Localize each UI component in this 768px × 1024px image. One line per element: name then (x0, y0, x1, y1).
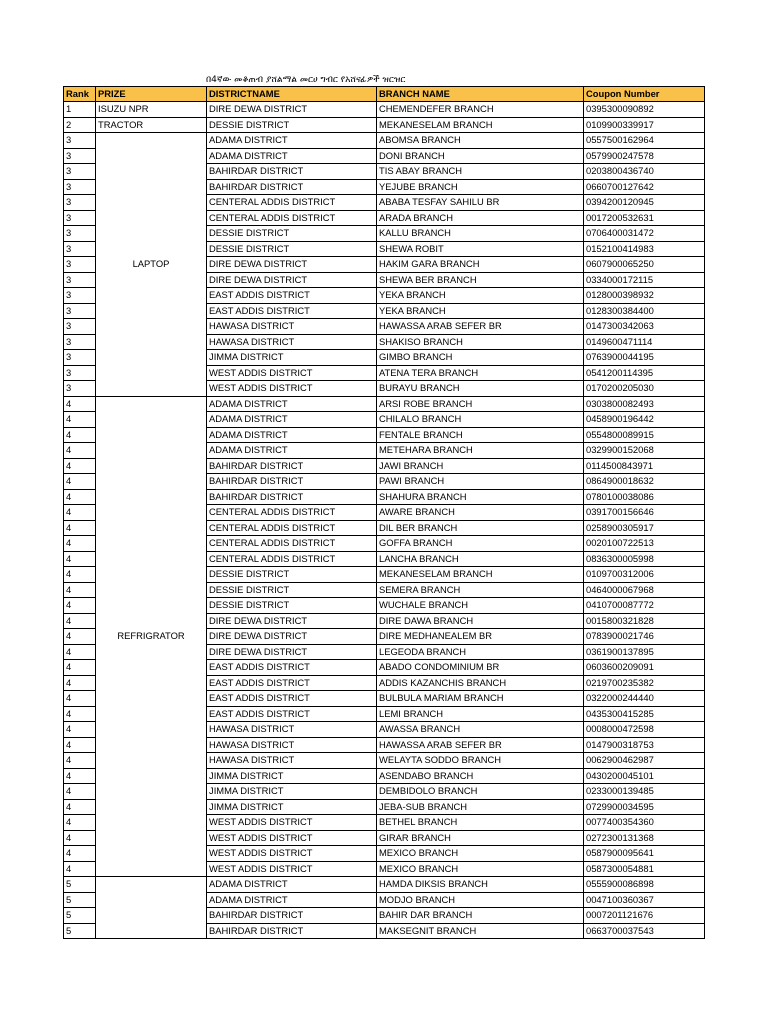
coupon-cell: 0329900152068 (584, 443, 705, 459)
district-cell: DESSIE DISTRICT (207, 598, 377, 614)
district-cell: JIMMA DISTRICT (207, 768, 377, 784)
district-cell: CENTERAL ADDIS DISTRICT (207, 551, 377, 567)
coupon-cell: 0780100038086 (584, 489, 705, 505)
district-cell: DIRE DEWA DISTRICT (207, 629, 377, 645)
coupon-cell: 0170200205030 (584, 381, 705, 397)
branch-cell: SHAKISO BRANCH (377, 334, 584, 350)
rank-cell: 3 (64, 195, 96, 211)
rank-cell: 4 (64, 660, 96, 676)
branch-cell: SHEWA ROBIT (377, 241, 584, 257)
coupon-cell: 0836300005998 (584, 551, 705, 567)
district-cell: BAHIRDAR DISTRICT (207, 179, 377, 195)
district-cell: WEST ADDIS DISTRICT (207, 861, 377, 877)
district-cell: DIRE DEWA DISTRICT (207, 272, 377, 288)
rank-cell: 5 (64, 923, 96, 939)
rank-cell: 3 (64, 257, 96, 273)
coupon-cell: 0587900095641 (584, 846, 705, 862)
rank-cell: 4 (64, 722, 96, 738)
district-cell: DESSIE DISTRICT (207, 117, 377, 133)
branch-cell: BULBULA MARIAM BRANCH (377, 691, 584, 707)
rank-cell: 4 (64, 753, 96, 769)
branch-cell: MAKSEGNIT BRANCH (377, 923, 584, 939)
district-cell: ADAMA DISTRICT (207, 412, 377, 428)
rank-cell: 4 (64, 691, 96, 707)
branch-cell: BETHEL BRANCH (377, 815, 584, 831)
rank-cell: 3 (64, 303, 96, 319)
branch-cell: ABADO CONDOMINIUM BR (377, 660, 584, 676)
column-header-branch: BRANCH NAME (377, 87, 584, 102)
rank-cell: 3 (64, 334, 96, 350)
rank-cell: 4 (64, 582, 96, 598)
branch-cell: MEXICO BRANCH (377, 861, 584, 877)
column-header-prize: PRIZE (96, 87, 207, 102)
table-row (64, 396, 705, 412)
district-cell: WEST ADDIS DISTRICT (207, 815, 377, 831)
branch-cell: MEKANESELAM BRANCH (377, 117, 584, 133)
rank-cell: 4 (64, 505, 96, 521)
rank-cell: 4 (64, 644, 96, 660)
coupon-cell: 0152100414983 (584, 241, 705, 257)
coupon-cell: 0149600471114 (584, 334, 705, 350)
column-header-district: DISTRICTNAME (207, 87, 377, 102)
coupon-cell: 0706400031472 (584, 226, 705, 242)
coupon-cell: 0322000244440 (584, 691, 705, 707)
district-cell: HAWASA DISTRICT (207, 753, 377, 769)
district-cell: ADAMA DISTRICT (207, 892, 377, 908)
rank-cell: 3 (64, 241, 96, 257)
district-cell: BAHIRDAR DISTRICT (207, 164, 377, 180)
district-cell: CENTERAL ADDIS DISTRICT (207, 195, 377, 211)
branch-cell: HAWASSA ARAB SEFER BR (377, 319, 584, 335)
coupon-cell: 0047100360367 (584, 892, 705, 908)
column-header-rank: Rank (64, 87, 96, 102)
branch-cell: PAWI BRANCH (377, 474, 584, 490)
rank-cell: 4 (64, 830, 96, 846)
branch-cell: CHILALO BRANCH (377, 412, 584, 428)
coupon-cell: 0109700312006 (584, 567, 705, 583)
rank-cell: 4 (64, 427, 96, 443)
coupon-cell: 0015800321828 (584, 613, 705, 629)
table-body (64, 102, 705, 939)
district-cell: WEST ADDIS DISTRICT (207, 381, 377, 397)
coupon-cell: 0391700156646 (584, 505, 705, 521)
branch-cell: ADDIS KAZANCHIS BRANCH (377, 675, 584, 691)
district-cell: HAWASA DISTRICT (207, 334, 377, 350)
branch-cell: HAMDA DIKSIS BRANCH (377, 877, 584, 893)
coupon-cell: 0554800089915 (584, 427, 705, 443)
coupon-cell: 0272300131368 (584, 830, 705, 846)
district-cell: JIMMA DISTRICT (207, 799, 377, 815)
branch-cell: ARADA BRANCH (377, 210, 584, 226)
coupon-cell: 0430200045101 (584, 768, 705, 784)
branch-cell: DIRE MEDHANEALEM BR (377, 629, 584, 645)
rank-cell: 5 (64, 892, 96, 908)
winners-table (63, 86, 705, 939)
district-cell: CENTERAL ADDIS DISTRICT (207, 210, 377, 226)
branch-cell: MEKANESELAM BRANCH (377, 567, 584, 583)
table-row (64, 133, 705, 149)
prize-cell: REFRIGRATOR (96, 396, 207, 877)
branch-cell: SHEWA BER BRANCH (377, 272, 584, 288)
rank-cell: 5 (64, 877, 96, 893)
rank-cell: 4 (64, 737, 96, 753)
district-cell: CENTERAL ADDIS DISTRICT (207, 505, 377, 521)
coupon-cell: 0258900305917 (584, 520, 705, 536)
branch-cell: GOFFA BRANCH (377, 536, 584, 552)
coupon-cell: 0579900247578 (584, 148, 705, 164)
rank-cell: 4 (64, 768, 96, 784)
coupon-cell: 0541200114395 (584, 365, 705, 381)
district-cell: HAWASA DISTRICT (207, 722, 377, 738)
rank-cell: 4 (64, 861, 96, 877)
district-cell: DIRE DEWA DISTRICT (207, 644, 377, 660)
branch-cell: METEHARA BRANCH (377, 443, 584, 459)
district-cell: BAHIRDAR DISTRICT (207, 474, 377, 490)
branch-cell: YEJUBE BRANCH (377, 179, 584, 195)
coupon-cell: 0410700087772 (584, 598, 705, 614)
district-cell: ADAMA DISTRICT (207, 396, 377, 412)
coupon-cell: 0334000172115 (584, 272, 705, 288)
district-cell: CENTERAL ADDIS DISTRICT (207, 520, 377, 536)
district-cell: WEST ADDIS DISTRICT (207, 846, 377, 862)
branch-cell: JAWI BRANCH (377, 458, 584, 474)
rank-cell: 4 (64, 784, 96, 800)
district-cell: ADAMA DISTRICT (207, 148, 377, 164)
branch-cell: BAHIR DAR BRANCH (377, 908, 584, 924)
district-cell: WEST ADDIS DISTRICT (207, 365, 377, 381)
coupon-cell: 0017200532631 (584, 210, 705, 226)
rank-cell: 4 (64, 567, 96, 583)
district-cell: DESSIE DISTRICT (207, 226, 377, 242)
branch-cell: TIS ABAY BRANCH (377, 164, 584, 180)
district-cell: ADAMA DISTRICT (207, 877, 377, 893)
rank-cell: 4 (64, 396, 96, 412)
district-cell: DIRE DEWA DISTRICT (207, 613, 377, 629)
district-cell: DESSIE DISTRICT (207, 582, 377, 598)
rank-cell: 3 (64, 164, 96, 180)
coupon-cell: 0555900086898 (584, 877, 705, 893)
coupon-cell: 0663700037543 (584, 923, 705, 939)
rank-cell: 3 (64, 381, 96, 397)
branch-cell: FENTALE BRANCH (377, 427, 584, 443)
coupon-cell: 0603600209091 (584, 660, 705, 676)
coupon-cell: 0147300342063 (584, 319, 705, 335)
branch-cell: MODJO BRANCH (377, 892, 584, 908)
coupon-cell: 0864900018632 (584, 474, 705, 490)
table-row (64, 117, 705, 133)
rank-cell: 4 (64, 458, 96, 474)
rank-cell: 4 (64, 412, 96, 428)
branch-cell: ABABA TESFAY SAHILU BR (377, 195, 584, 211)
branch-cell: YEKA BRANCH (377, 288, 584, 304)
branch-cell: JEBA-SUB BRANCH (377, 799, 584, 815)
branch-cell: GIRAR BRANCH (377, 830, 584, 846)
coupon-cell: 0077400354360 (584, 815, 705, 831)
table-header-row (64, 87, 705, 102)
coupon-cell: 0114500843971 (584, 458, 705, 474)
district-cell: ADAMA DISTRICT (207, 443, 377, 459)
branch-cell: SEMERA BRANCH (377, 582, 584, 598)
district-cell: BAHIRDAR DISTRICT (207, 458, 377, 474)
rank-cell: 4 (64, 443, 96, 459)
district-cell: JIMMA DISTRICT (207, 784, 377, 800)
rank-cell: 4 (64, 706, 96, 722)
rank-cell: 4 (64, 846, 96, 862)
branch-cell: DIL BER BRANCH (377, 520, 584, 536)
district-cell: CENTERAL ADDIS DISTRICT (207, 536, 377, 552)
rank-cell: 5 (64, 908, 96, 924)
district-cell: EAST ADDIS DISTRICT (207, 706, 377, 722)
prize-cell: LAPTOP (96, 133, 207, 397)
rank-cell: 4 (64, 675, 96, 691)
district-cell: BAHIRDAR DISTRICT (207, 908, 377, 924)
branch-cell: AWARE BRANCH (377, 505, 584, 521)
prize-cell: ISUZU NPR (96, 102, 207, 118)
rank-cell: 3 (64, 210, 96, 226)
coupon-cell: 0361900137895 (584, 644, 705, 660)
rank-cell: 4 (64, 799, 96, 815)
coupon-cell: 0435300415285 (584, 706, 705, 722)
coupon-cell: 0458900196442 (584, 412, 705, 428)
district-cell: JIMMA DISTRICT (207, 350, 377, 366)
coupon-cell: 0219700235382 (584, 675, 705, 691)
branch-cell: ASENDABO BRANCH (377, 768, 584, 784)
coupon-cell: 0007201121676 (584, 908, 705, 924)
rank-cell: 3 (64, 226, 96, 242)
district-cell: HAWASA DISTRICT (207, 319, 377, 335)
district-cell: HAWASA DISTRICT (207, 737, 377, 753)
district-cell: BAHIRDAR DISTRICT (207, 923, 377, 939)
district-cell: DESSIE DISTRICT (207, 241, 377, 257)
rank-cell: 3 (64, 365, 96, 381)
branch-cell: HAWASSA ARAB SEFER BR (377, 737, 584, 753)
coupon-cell: 0147900318753 (584, 737, 705, 753)
branch-cell: KALLU BRANCH (377, 226, 584, 242)
coupon-cell: 0008000472598 (584, 722, 705, 738)
branch-cell: LEMI BRANCH (377, 706, 584, 722)
branch-cell: ATENA TERA BRANCH (377, 365, 584, 381)
branch-cell: CHEMENDEFER BRANCH (377, 102, 584, 118)
district-cell: BAHIRDAR DISTRICT (207, 489, 377, 505)
branch-cell: WELAYTA SODDO BRANCH (377, 753, 584, 769)
rank-cell: 2 (64, 117, 96, 133)
coupon-cell: 0783900021746 (584, 629, 705, 645)
district-cell: ADAMA DISTRICT (207, 133, 377, 149)
coupon-cell: 0109900339917 (584, 117, 705, 133)
rank-cell: 4 (64, 536, 96, 552)
branch-cell: YEKA BRANCH (377, 303, 584, 319)
coupon-cell: 0464000067968 (584, 582, 705, 598)
rank-cell: 4 (64, 474, 96, 490)
prize-cell: TRACTOR (96, 117, 207, 133)
branch-cell: HAKIM GARA BRANCH (377, 257, 584, 273)
rank-cell: 4 (64, 613, 96, 629)
district-cell: DIRE DEWA DISTRICT (207, 257, 377, 273)
district-cell: WEST ADDIS DISTRICT (207, 830, 377, 846)
table-row (64, 102, 705, 118)
district-cell: EAST ADDIS DISTRICT (207, 288, 377, 304)
rank-cell: 4 (64, 598, 96, 614)
rank-cell: 4 (64, 629, 96, 645)
branch-cell: BURAYU BRANCH (377, 381, 584, 397)
coupon-cell: 0395300090892 (584, 102, 705, 118)
district-cell: ADAMA DISTRICT (207, 427, 377, 443)
prize-cell (96, 877, 207, 939)
coupon-cell: 0203800436740 (584, 164, 705, 180)
rank-cell: 4 (64, 520, 96, 536)
coupon-cell: 0607900065250 (584, 257, 705, 273)
rank-cell: 3 (64, 133, 96, 149)
coupon-cell: 0303800082493 (584, 396, 705, 412)
rank-cell: 4 (64, 551, 96, 567)
coupon-cell: 0233000139485 (584, 784, 705, 800)
branch-cell: LANCHA BRANCH (377, 551, 584, 567)
coupon-cell: 0729900034595 (584, 799, 705, 815)
rank-cell: 3 (64, 179, 96, 195)
column-header-coupon: Coupon Number (584, 87, 705, 102)
table-row (64, 877, 705, 893)
branch-cell: AWASSA BRANCH (377, 722, 584, 738)
rank-cell: 3 (64, 148, 96, 164)
rank-cell: 4 (64, 489, 96, 505)
branch-cell: DIRE DAWA BRANCH (377, 613, 584, 629)
branch-cell: LEGEODA BRANCH (377, 644, 584, 660)
district-cell: EAST ADDIS DISTRICT (207, 675, 377, 691)
branch-cell: GIMBO BRANCH (377, 350, 584, 366)
district-cell: EAST ADDIS DISTRICT (207, 691, 377, 707)
rank-cell: 1 (64, 102, 96, 118)
district-cell: EAST ADDIS DISTRICT (207, 303, 377, 319)
branch-cell: ABOMSA BRANCH (377, 133, 584, 149)
coupon-cell: 0128000398932 (584, 288, 705, 304)
branch-cell: DEMBIDOLO BRANCH (377, 784, 584, 800)
district-cell: EAST ADDIS DISTRICT (207, 660, 377, 676)
branch-cell: MEXICO BRANCH (377, 846, 584, 862)
coupon-cell: 0128300384400 (584, 303, 705, 319)
district-cell: DESSIE DISTRICT (207, 567, 377, 583)
district-cell: DIRE DEWA DISTRICT (207, 102, 377, 118)
branch-cell: DONI BRANCH (377, 148, 584, 164)
coupon-cell: 0660700127642 (584, 179, 705, 195)
branch-cell: WUCHALE BRANCH (377, 598, 584, 614)
coupon-cell: 0394200120945 (584, 195, 705, 211)
rank-cell: 3 (64, 272, 96, 288)
rank-cell: 3 (64, 350, 96, 366)
coupon-cell: 0763900044195 (584, 350, 705, 366)
coupon-cell: 0020100722513 (584, 536, 705, 552)
coupon-cell: 0557500162964 (584, 133, 705, 149)
rank-cell: 3 (64, 319, 96, 335)
branch-cell: ARSI ROBE BRANCH (377, 396, 584, 412)
coupon-cell: 0587300054881 (584, 861, 705, 877)
rank-cell: 3 (64, 288, 96, 304)
document-title: በ4ኛው መቆጠብ ያሸልማል መርሀ ግብር የአሸናፊዎች ዝርዝር (206, 75, 406, 85)
coupon-cell: 0062900462987 (584, 753, 705, 769)
branch-cell: SHAHURA BRANCH (377, 489, 584, 505)
rank-cell: 4 (64, 815, 96, 831)
